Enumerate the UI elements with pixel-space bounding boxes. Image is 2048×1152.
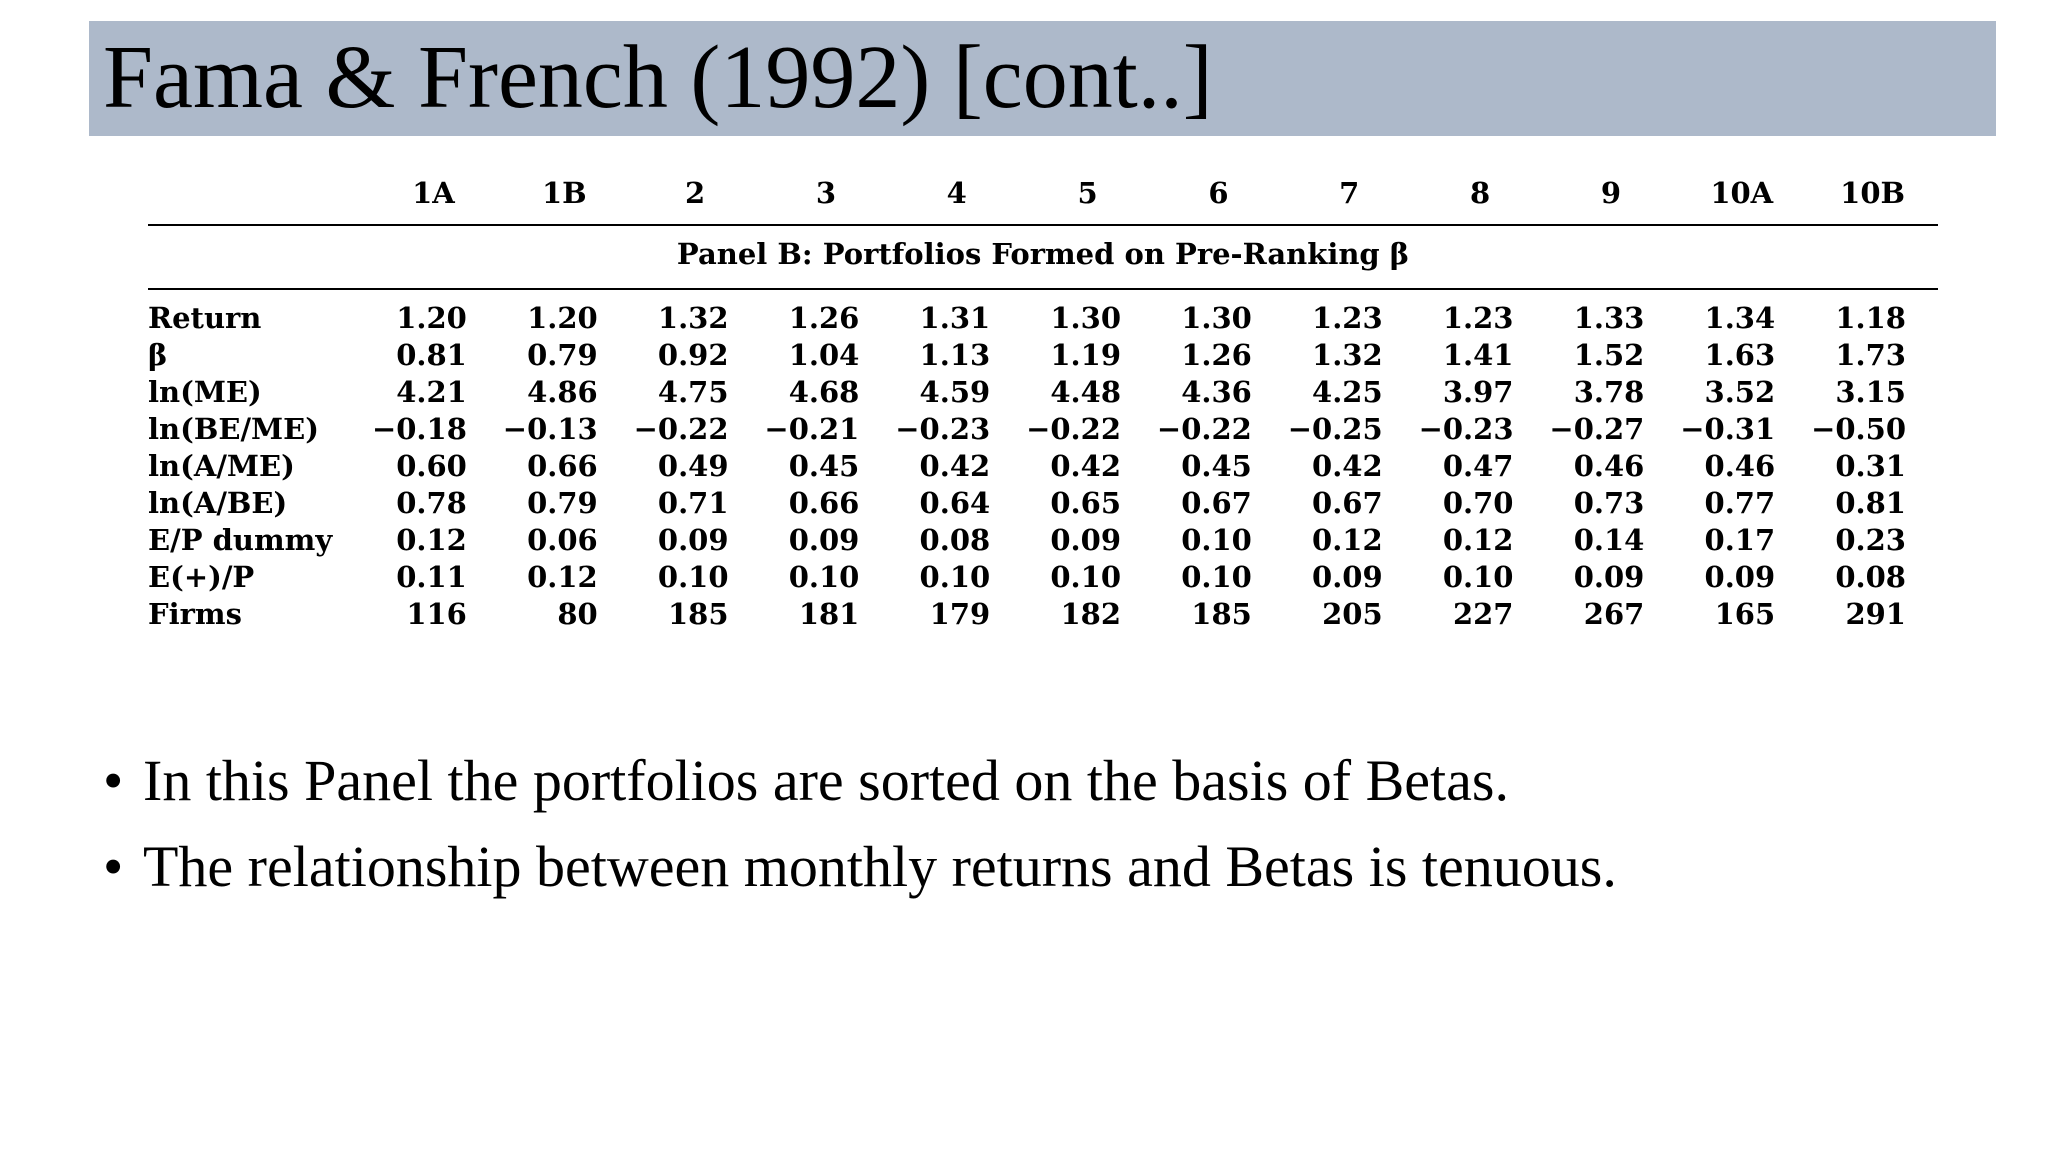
table-cell: 0.09	[1312, 560, 1383, 594]
table-cell: 181	[798, 597, 860, 631]
table-cell: 0.12	[396, 523, 467, 557]
table-cell: 0.71	[657, 486, 729, 520]
table-cell: 0.49	[657, 449, 729, 483]
table-cell: −0.18	[371, 412, 467, 446]
table-cell: 0.10	[788, 560, 860, 594]
table-cell: 0.31	[1835, 449, 1906, 483]
bullet-marker: •	[103, 834, 124, 899]
column-header: 2	[630, 168, 761, 225]
table-cell: 0.23	[1835, 523, 1906, 557]
column-header-blank	[148, 168, 368, 225]
table-cell: 116	[406, 597, 467, 631]
table-cell: 0.12	[1312, 523, 1383, 557]
table-cell: 1.23	[1442, 301, 1514, 335]
row-label: ln(BE/ME)	[148, 412, 319, 446]
table-cell: 0.09	[788, 523, 860, 557]
table-cell: −0.22	[1026, 412, 1122, 446]
table-cell: 0.09	[1050, 523, 1122, 557]
table-cell: 1.52	[1573, 338, 1645, 372]
table-cell: 182	[1060, 597, 1122, 631]
column-header: 3	[761, 168, 892, 225]
table-cell: 0.10	[1181, 560, 1252, 594]
table-cell: 0.08	[919, 523, 991, 557]
table-row	[148, 596, 1938, 633]
table-cell: −0.13	[502, 412, 598, 446]
table-cell: 0.45	[788, 449, 860, 483]
row-label: ln(A/BE)	[148, 486, 288, 520]
table-cell: 4.75	[657, 375, 729, 409]
table-row	[148, 411, 1938, 448]
table-cell: 0.09	[1573, 560, 1645, 594]
table-cell: 179	[929, 597, 991, 631]
column-header: 10A	[1676, 168, 1807, 225]
table-cell: 1.04	[788, 338, 860, 372]
table-cell: 0.73	[1573, 486, 1645, 520]
table-row	[148, 337, 1938, 374]
table-cell: −0.50	[1811, 412, 1906, 446]
table-cell: 291	[1845, 597, 1906, 631]
table-cell: 4.59	[919, 375, 991, 409]
bullet-text: The relationship between monthly returns and Betas is tenuous.	[143, 834, 1617, 899]
table-cell: 4.36	[1181, 375, 1252, 409]
table-cell: 205	[1322, 597, 1383, 631]
table-cell: 1.31	[919, 301, 991, 335]
bullet-marker: •	[103, 748, 124, 813]
table-cell: 1.63	[1704, 338, 1776, 372]
table-cell: 0.12	[1442, 523, 1514, 557]
table-cell: 1.19	[1050, 338, 1122, 372]
table-row	[148, 374, 1938, 411]
table-cell: −0.22	[633, 412, 729, 446]
table-cell: 0.10	[1050, 560, 1122, 594]
table-cell: 1.73	[1835, 338, 1906, 372]
table-cell: 185	[1191, 597, 1252, 631]
table-row	[148, 522, 1938, 559]
column-header-row	[148, 168, 1938, 225]
table-cell: 165	[1714, 597, 1776, 631]
table-cell: 1.26	[1181, 338, 1252, 372]
table-cell: 0.46	[1573, 449, 1645, 483]
table-cell: 0.42	[1312, 449, 1383, 483]
table-cell: 3.52	[1704, 375, 1776, 409]
table-cell: 0.10	[657, 560, 729, 594]
table-cell: 185	[667, 597, 729, 631]
table-cell: 267	[1583, 597, 1645, 631]
row-label: β	[148, 338, 168, 372]
table-cell: 4.86	[527, 375, 598, 409]
table-cell: 1.26	[788, 301, 860, 335]
table-cell: 1.18	[1835, 301, 1906, 335]
row-label: ln(A/ME)	[148, 449, 295, 483]
table-cell: −0.25	[1287, 412, 1383, 446]
table-cell: 0.78	[396, 486, 467, 520]
table-cell: 1.20	[396, 301, 467, 335]
table-cell: 0.79	[527, 486, 598, 520]
table-cell: 227	[1452, 597, 1514, 631]
table-cell: 0.65	[1050, 486, 1122, 520]
table-cell: 0.42	[919, 449, 991, 483]
table-cell: 0.10	[919, 560, 991, 594]
table-cell: 1.32	[657, 301, 729, 335]
table-cell: 4.48	[1050, 375, 1122, 409]
column-header: 5	[1022, 168, 1153, 225]
table-cell: 0.60	[396, 449, 467, 483]
column-header: 4	[891, 168, 1022, 225]
column-header: 8	[1415, 168, 1546, 225]
results-table-container	[148, 168, 1938, 633]
table-cell: 1.41	[1442, 338, 1514, 372]
table-cell: 0.46	[1704, 449, 1776, 483]
table-cell: 0.79	[527, 338, 598, 372]
column-header: 7	[1284, 168, 1415, 225]
table-cell: 0.09	[657, 523, 729, 557]
table-cell: 1.20	[527, 301, 598, 335]
slide-title: Fama & French (1992) [cont..]	[103, 28, 1213, 127]
table-cell: 0.66	[788, 486, 860, 520]
table-cell: 1.32	[1312, 338, 1383, 372]
table-cell: 4.21	[396, 375, 467, 409]
row-label: Return	[148, 301, 262, 335]
table-cell: 3.97	[1442, 375, 1514, 409]
table-cell: 0.67	[1312, 486, 1383, 520]
table-cell: 4.68	[788, 375, 860, 409]
table-cell: 1.30	[1181, 301, 1252, 335]
table-body	[148, 289, 1938, 633]
table-cell: 0.64	[919, 486, 991, 520]
table-cell: 3.78	[1573, 375, 1645, 409]
row-label: Firms	[148, 597, 242, 631]
table-cell: 4.25	[1312, 375, 1383, 409]
table-cell: 0.09	[1704, 560, 1776, 594]
table-cell: 0.47	[1442, 449, 1514, 483]
table-cell: 0.81	[396, 338, 467, 372]
table-row	[148, 448, 1938, 485]
table-spacer	[148, 289, 1938, 300]
bullet-list	[103, 738, 1617, 910]
table-cell: −0.31	[1680, 412, 1776, 446]
table-cell: 0.45	[1181, 449, 1252, 483]
table-cell: 1.13	[919, 338, 991, 372]
table-row	[148, 485, 1938, 522]
table-cell: 0.81	[1835, 486, 1906, 520]
table-cell: 80	[557, 597, 598, 631]
table-cell: 1.30	[1050, 301, 1122, 335]
table-cell: 0.11	[396, 560, 467, 594]
table-cell: 0.67	[1181, 486, 1252, 520]
table-cell: 0.10	[1181, 523, 1252, 557]
table-cell: 1.34	[1704, 301, 1776, 335]
row-label: E/P dummy	[148, 523, 333, 557]
panel-title: Panel B: Portfolios Formed on Pre-Ranking β	[148, 225, 1938, 289]
table-cell: 0.77	[1704, 486, 1776, 520]
table-cell: −0.27	[1549, 412, 1645, 446]
table-cell: −0.23	[895, 412, 991, 446]
row-label: ln(ME)	[148, 375, 262, 409]
row-label: E(+)/P	[148, 560, 255, 594]
column-header: 10B	[1807, 168, 1938, 225]
table-cell: 1.23	[1312, 301, 1383, 335]
panel-title-row	[148, 225, 1938, 289]
table-cell: −0.21	[764, 412, 860, 446]
table-cell: 0.70	[1442, 486, 1514, 520]
bullet-item	[103, 824, 1617, 910]
bullet-text: In this Panel the portfolios are sorted on the basis of Betas.	[143, 748, 1509, 813]
table-row	[148, 559, 1938, 596]
table-row	[148, 300, 1938, 337]
table-cell: 0.12	[527, 560, 598, 594]
column-header: 1B	[499, 168, 630, 225]
results-table	[148, 168, 1938, 633]
bullet-item	[103, 738, 1617, 824]
column-header: 1A	[368, 168, 499, 225]
table-cell: −0.22	[1156, 412, 1252, 446]
table-cell: 0.92	[657, 338, 729, 372]
table-cell: 0.08	[1835, 560, 1906, 594]
table-cell: 1.33	[1573, 301, 1645, 335]
table-cell: 0.66	[527, 449, 598, 483]
table-cell: −0.23	[1418, 412, 1514, 446]
column-header: 6	[1153, 168, 1284, 225]
table-cell: 0.10	[1442, 560, 1514, 594]
table-cell: 0.42	[1050, 449, 1122, 483]
table-cell: 0.17	[1704, 523, 1776, 557]
table-cell: 3.15	[1835, 375, 1906, 409]
table-cell: 0.06	[527, 523, 598, 557]
column-header: 9	[1546, 168, 1677, 225]
table-cell: 0.14	[1573, 523, 1645, 557]
